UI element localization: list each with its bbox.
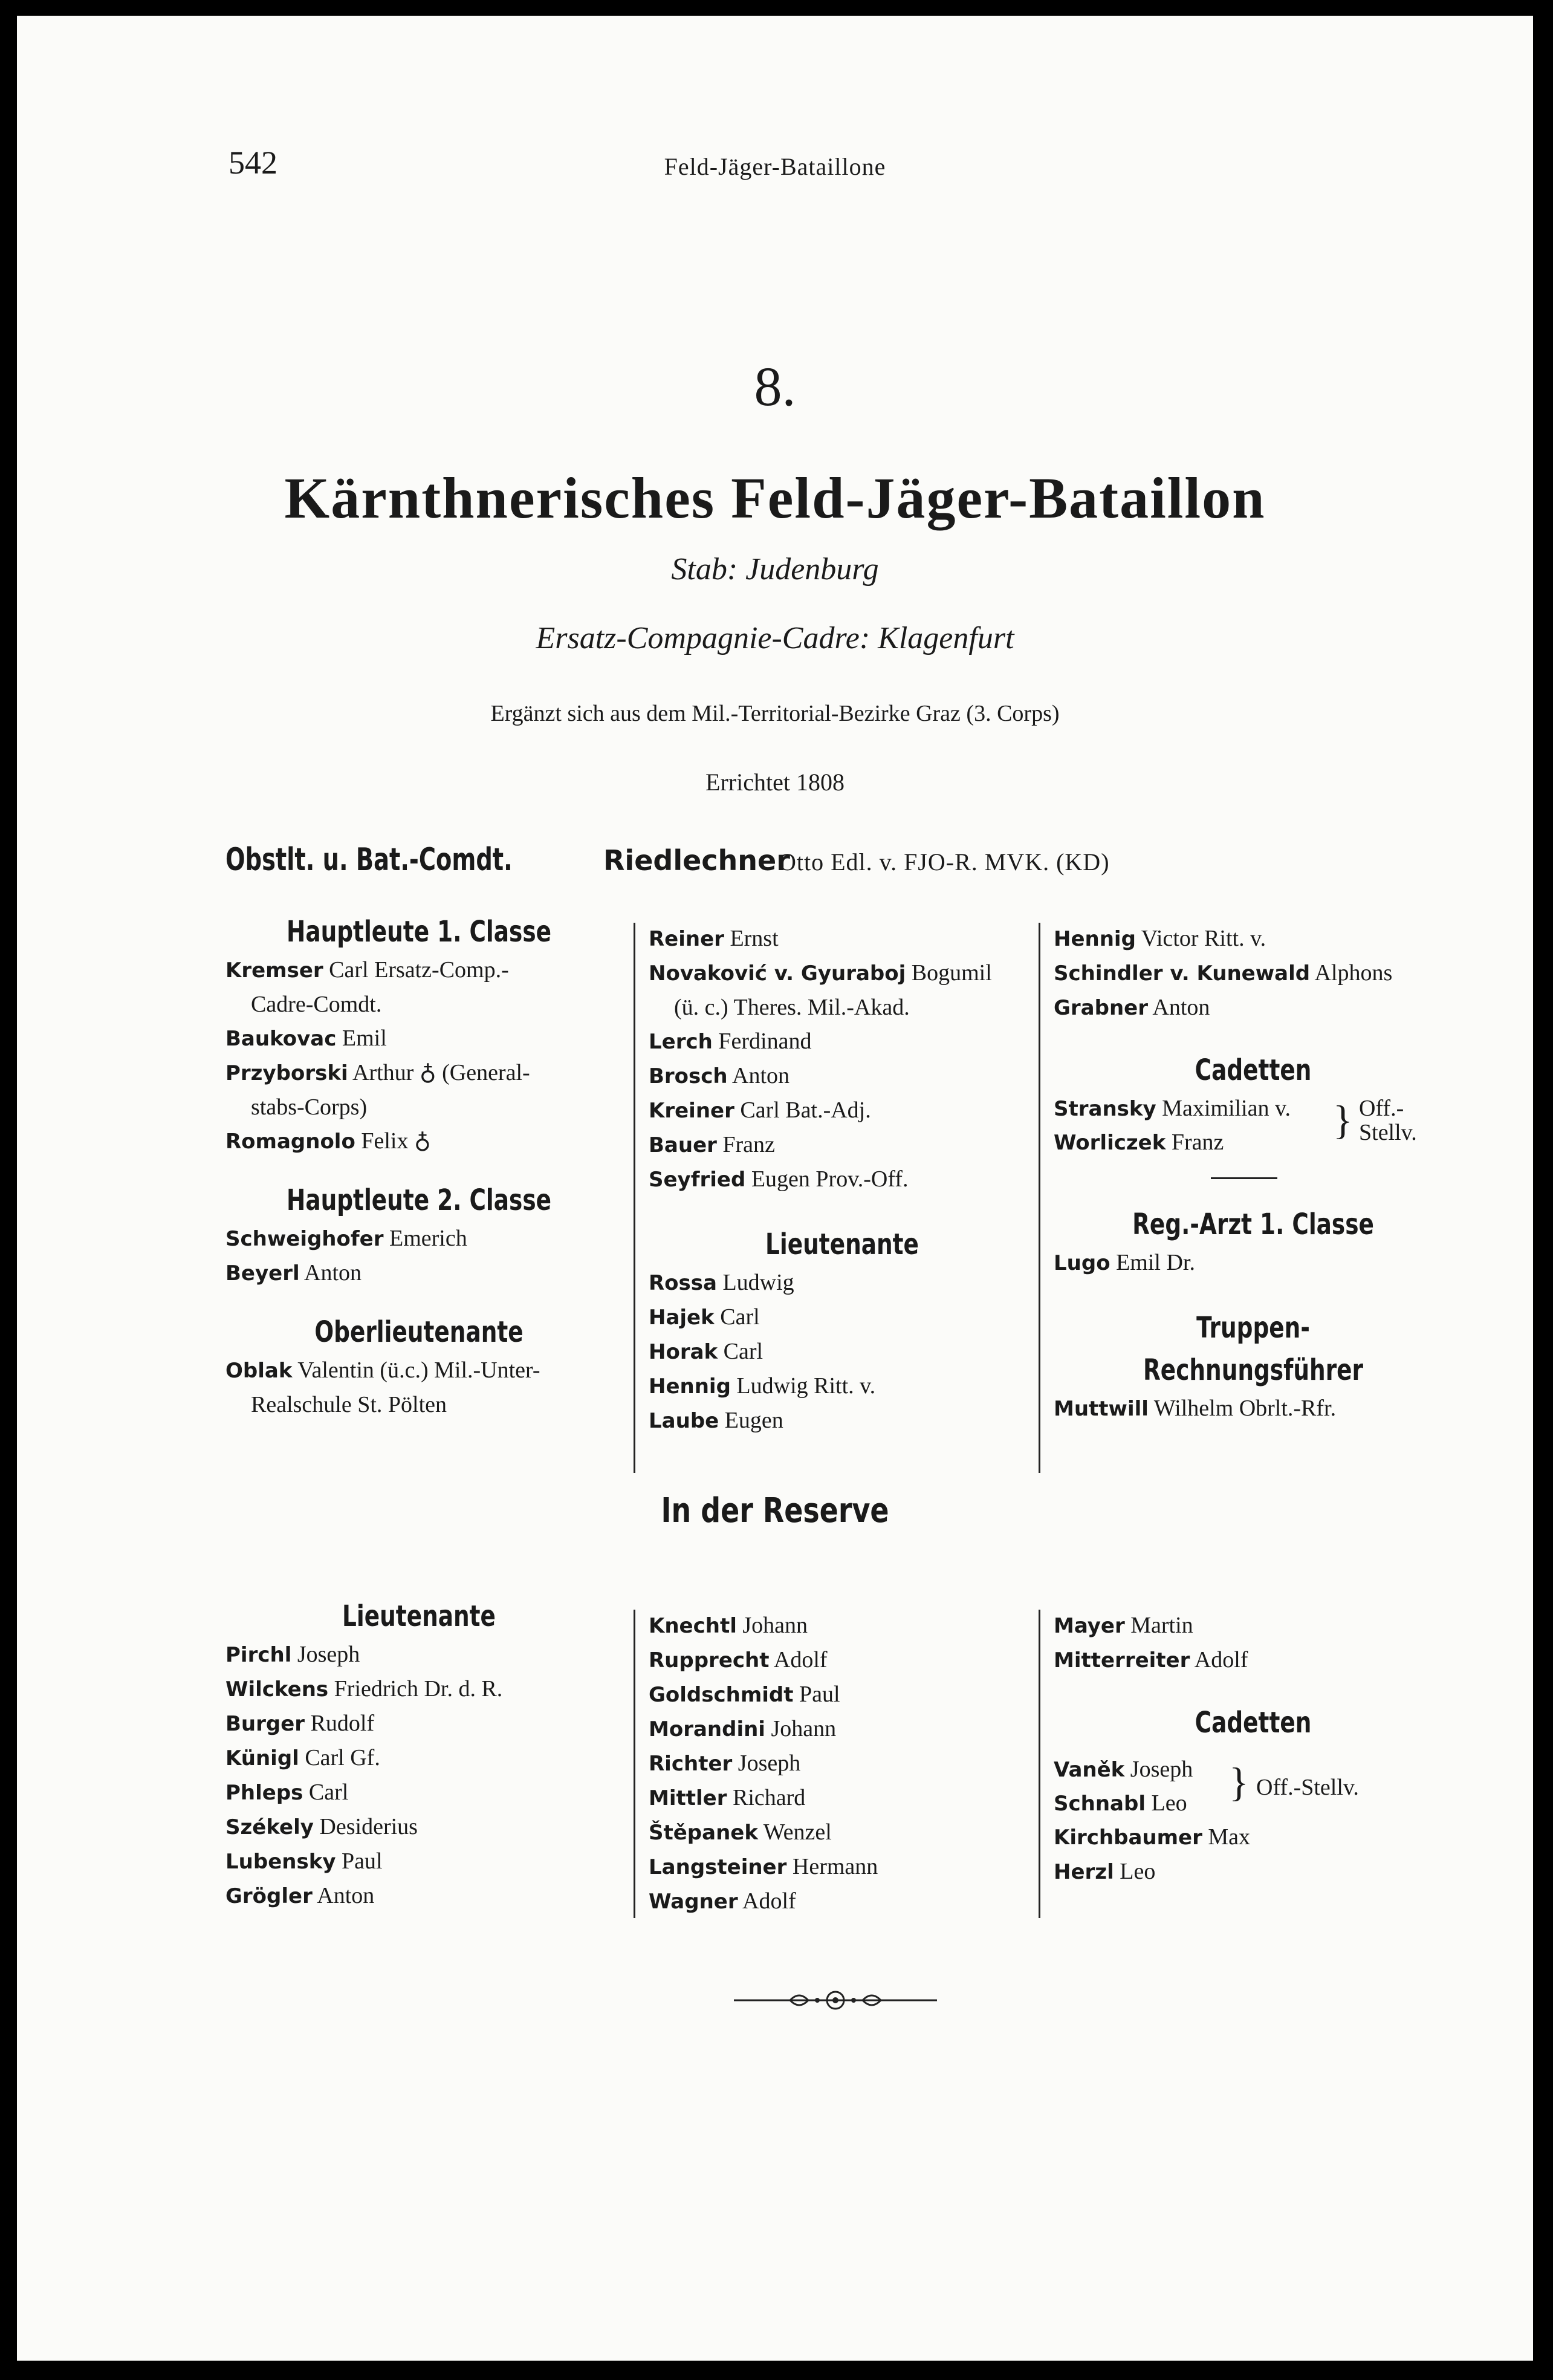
ornament-icon xyxy=(733,1988,938,2012)
heading-lieutenante: Lieutenante xyxy=(765,1227,919,1261)
list-item: Grabner Anton xyxy=(1054,995,1210,1020)
list-item: Langsteiner Hermann xyxy=(649,1854,878,1879)
list-item: Horak Carl xyxy=(649,1339,764,1364)
list-item: Richter Joseph xyxy=(649,1751,801,1776)
list-item-cont: Realschule St. Pölten xyxy=(251,1392,447,1417)
list-item: Morandini Johann xyxy=(649,1716,837,1741)
active-column-2 xyxy=(649,922,1036,1438)
section-number: 8. xyxy=(754,356,796,417)
heading-reserve-lieutenante: Lieutenante xyxy=(342,1599,496,1633)
heading-reserve-cadetten: Cadetten xyxy=(1195,1706,1312,1740)
errichtet-line: Errichtet 1808 xyxy=(705,769,845,796)
column-divider xyxy=(634,1610,635,1918)
list-item: Grögler Anton xyxy=(225,1883,375,1908)
commander-rank: Obstlt. u. Bat.-Comdt. xyxy=(225,842,513,878)
heading-oberlieutenante: Oberlieutenante xyxy=(314,1315,524,1349)
list-item: Wagner Adolf xyxy=(649,1888,796,1914)
commander-details: Otto Edl. v. FJO-R. MVK. (KD) xyxy=(779,848,1110,876)
list-item: Knechtl Johann xyxy=(649,1613,808,1638)
list-item: Beyerl Anton xyxy=(225,1260,362,1286)
list-item: Hennig Ludwig Ritt. v. xyxy=(649,1373,876,1399)
reserve-column-2 xyxy=(649,1608,1036,1919)
reserve-column-3 xyxy=(1054,1608,1453,1889)
list-item: Székely Desiderius xyxy=(225,1814,418,1839)
list-item: Rupprecht Adolf xyxy=(649,1647,828,1673)
list-item: Brosch Anton xyxy=(649,1063,790,1088)
list-item: Schnabl Leo xyxy=(1054,1790,1187,1816)
commander-name: Riedlechner xyxy=(603,844,790,877)
list-item: Mayer Martin xyxy=(1054,1613,1193,1638)
ergaenzt-line: Ergänzt sich aus dem Mil.-Territorial-Bezirke Graz (3. Corps) xyxy=(490,701,1060,726)
cadet-note: Stellv. xyxy=(1359,1120,1417,1145)
column-divider xyxy=(634,923,635,1473)
heading-reg-arzt: Reg.-Arzt 1. Classe xyxy=(1132,1208,1374,1241)
list-item: Goldschmidt Paul xyxy=(649,1682,840,1707)
cadet-group xyxy=(1054,1752,1453,1820)
list-item: Phleps Carl xyxy=(225,1780,349,1805)
list-item: Romagnolo Felix ♁ xyxy=(225,1128,431,1154)
column-divider xyxy=(1039,923,1040,1473)
list-item: Rossa Ludwig xyxy=(649,1270,794,1295)
list-item: Hajek Carl xyxy=(649,1304,760,1330)
list-item: Štěpanek Wenzel xyxy=(649,1819,832,1845)
list-item: Pirchl Joseph xyxy=(225,1642,360,1667)
ersatz-line: Ersatz-Compagnie-Cadre: Klagenfurt xyxy=(536,621,1014,655)
active-column-1 xyxy=(225,911,612,1422)
brace-icon: } xyxy=(1333,1097,1353,1143)
short-divider xyxy=(1211,1177,1277,1179)
cadet-group xyxy=(1054,1091,1453,1159)
list-item: Künigl Carl Gf. xyxy=(225,1745,380,1770)
list-item: Kremser Carl Ersatz-Comp.- xyxy=(225,957,509,983)
list-item: Stransky Maximilian v. xyxy=(1054,1096,1291,1121)
list-item: Schweighofer Emerich xyxy=(225,1226,467,1251)
list-item: Baukovac Emil xyxy=(225,1026,387,1051)
heading-hauptleute-1: Hauptleute 1. Classe xyxy=(286,915,551,949)
list-item: Muttwill Wilhelm Obrlt.-Rfr. xyxy=(1054,1396,1337,1421)
running-header: Feld-Jäger-Bataillone xyxy=(664,153,886,180)
heading-rechnungsfuehrer: Truppen-Rechnungsführer xyxy=(1143,1311,1364,1387)
page-number: 542 xyxy=(229,145,277,181)
list-item: Worliczek Franz xyxy=(1054,1130,1224,1155)
document-page xyxy=(17,16,1533,2361)
list-item: Mittler Richard xyxy=(649,1785,806,1810)
list-item-cont: (ü. c.) Theres. Mil.-Akad. xyxy=(674,995,910,1020)
list-item: Kirchbaumer Max xyxy=(1054,1824,1251,1850)
list-item: Kreiner Carl Bat.-Adj. xyxy=(649,1097,871,1123)
column-divider xyxy=(1039,1610,1040,1918)
list-item: Herzl Leo xyxy=(1054,1859,1156,1884)
cadet-note: Off.-Stellv. xyxy=(1256,1775,1359,1800)
list-item: Burger Rudolf xyxy=(225,1711,375,1736)
main-title: Kärnthnerisches Feld-Jäger-Bataillon xyxy=(284,466,1266,530)
list-item-cont: stabs-Corps) xyxy=(251,1094,368,1120)
list-item: Mitterreiter Adolf xyxy=(1054,1647,1248,1673)
list-item: Novaković v. Gyuraboj Bogumil xyxy=(649,960,992,986)
brace-icon: } xyxy=(1229,1759,1249,1805)
list-item: Reiner Ernst xyxy=(649,926,779,951)
list-item: Wilckens Friedrich Dr. d. R. xyxy=(225,1676,503,1702)
stab-line: Stab: Judenburg xyxy=(671,552,879,587)
list-item: Oblak Valentin (ü.c.) Mil.-Unter- xyxy=(225,1357,540,1383)
list-item: Schindler v. Kunewald Alphons xyxy=(1054,960,1393,986)
list-item: Hennig Victor Ritt. v. xyxy=(1054,926,1266,951)
list-item: Lubensky Paul xyxy=(225,1848,383,1874)
reserve-column-1 xyxy=(225,1595,612,1913)
list-item: Lugo Emil Dr. xyxy=(1054,1250,1195,1275)
list-item: Laube Eugen xyxy=(649,1408,783,1433)
list-item: Bauer Franz xyxy=(649,1132,775,1157)
list-item: Przyborski Arthur ♁ (General- xyxy=(225,1060,530,1085)
heading-hauptleute-2: Hauptleute 2. Classe xyxy=(286,1183,551,1217)
heading-cadetten: Cadetten xyxy=(1195,1053,1312,1087)
cadet-note: Off.- xyxy=(1359,1096,1404,1121)
reserve-heading: In der Reserve xyxy=(661,1491,889,1530)
list-item: Lerch Ferdinand xyxy=(649,1029,812,1054)
list-item-cont: Cadre-Comdt. xyxy=(251,992,382,1017)
list-item: Seyfried Eugen Prov.-Off. xyxy=(649,1166,909,1192)
active-column-3 xyxy=(1054,922,1453,1426)
list-item: Vaněk Joseph xyxy=(1054,1757,1193,1782)
